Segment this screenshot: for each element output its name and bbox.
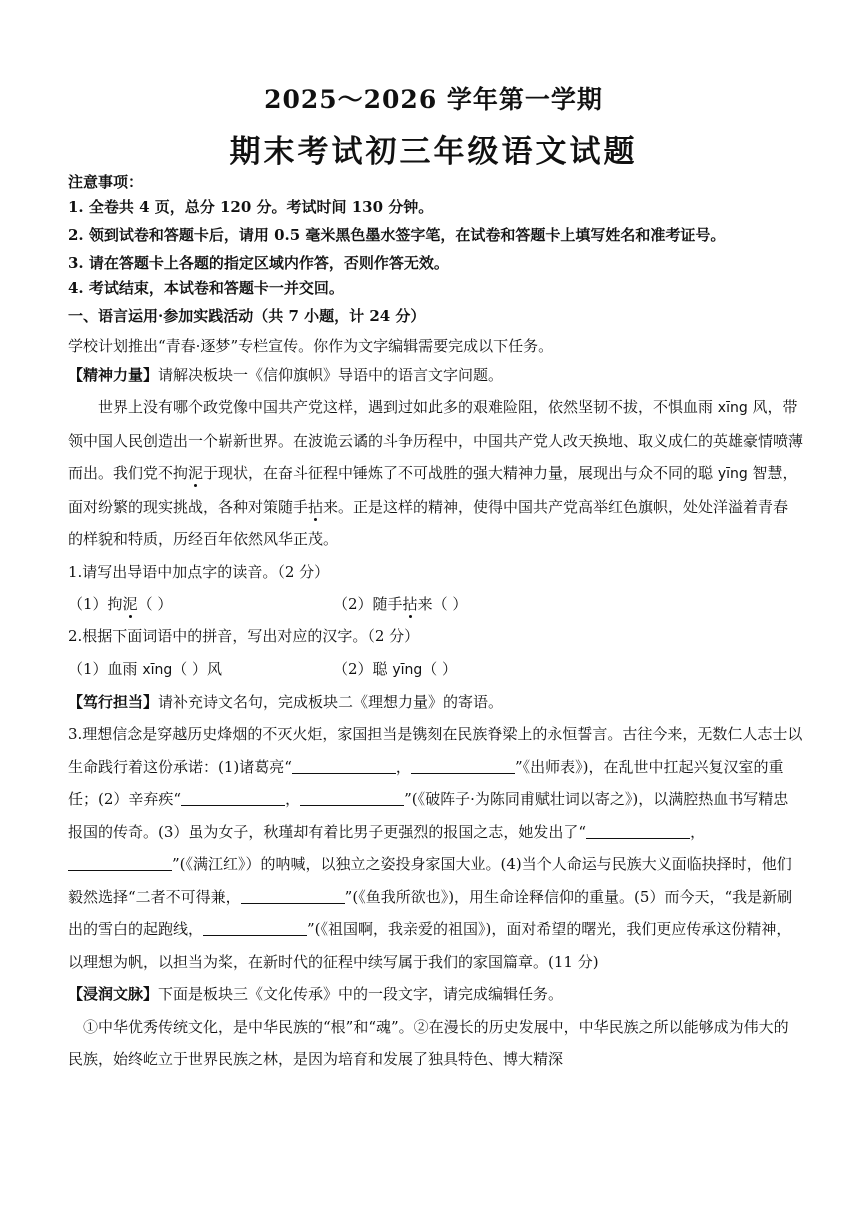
question-1-item-a bbox=[68, 588, 333, 620]
q3-blank-3b[interactable] bbox=[68, 856, 172, 871]
q1b-prefix: （2）随手 bbox=[333, 595, 403, 613]
q3-comma-3: ， bbox=[690, 822, 706, 841]
notice-item-2: 2. 领到试卷和答题卡后，请用 0.5 毫米黑色墨水签字笔，在试卷和答题卡上填写姓名和准考证号。 bbox=[68, 226, 726, 244]
block1-text: 请解决板块一《信仰旗帜》导语中的语言文字问题。 bbox=[158, 366, 504, 384]
q3-part-1: 3.理想信念是穿越历史烽烟的不灭火炬，家国担当是镌刻在民族脊梁上的永恒誓言。古往今来，无数仁人志士以生命践行着这份承诺：(1)诸葛亮“ bbox=[68, 725, 803, 776]
notice-item-4: 4. 考试结束，本试卷和答题卡一并交回。 bbox=[68, 279, 344, 297]
passage-part-2: 风，带领中国人民创造出一个崭新世界。在波诡云谲的斗争历程中，中国共产党人改天换地、取义成仁的英雄豪情喷薄而出。我们党不拘 bbox=[68, 398, 804, 482]
passage-dotted-char-1: 泥 bbox=[188, 464, 204, 482]
q3-part-5: ”(《鱼我所欲也》)，用生命诠释信仰的重量。(5）而今天，“我是新刷出的雪白的起跑线， bbox=[68, 887, 793, 938]
q2a-prefix: （1）血雨 bbox=[68, 659, 143, 678]
q3-part-6: ”(《祖国啊，我亲爱的祖国》)，面对希望的曙光，我们更应传承这份精神，以理想为帆，以担当为桨，在新时代的征程中续写属于我们的家国篇章。(11 分) bbox=[68, 920, 792, 971]
q1a-dotted-char: 泥 bbox=[122, 595, 138, 613]
q3-comma-2: ， bbox=[285, 790, 301, 808]
block2-label: 【笃行担当】 bbox=[68, 692, 159, 711]
notice-title: 注意事项： bbox=[68, 173, 144, 191]
q2b-answer-paren[interactable]: （ ） bbox=[422, 659, 458, 678]
notice-item-1: 1. 全卷共 4 页，总分 120 分。考试时间 130 分钟。 bbox=[68, 198, 434, 216]
passage-part-1: 世界上没有哪个政党像中国共产党这样，遇到过如此多的艰难险阻，依然坚韧不拔，不惧血雨 bbox=[98, 398, 718, 416]
exam-term-title: 2025～2026 学年第一学期 bbox=[264, 85, 603, 114]
block3-instruction bbox=[68, 978, 803, 1011]
question-2-stem: 2.根据下面词语中的拼音，写出对应的汉字。（2 分） bbox=[68, 627, 420, 645]
section-intro: 学校计划推出“青春·逐梦”专栏宣传。你作为文字编辑需要完成以下任务。 bbox=[68, 337, 554, 355]
block2-instruction bbox=[68, 686, 803, 719]
q1a-answer-paren[interactable]: （ ） bbox=[137, 595, 173, 613]
q1b-dotted-char: 拈 bbox=[402, 595, 418, 613]
block2-text: 请补充诗文名句，完成板块二《理想力量》的寄语。 bbox=[158, 692, 504, 711]
q3-part-3: ”(《破阵子·为陈同甫赋壮词以寄之》)，以满腔热血书写精忠报国的传奇。(3）虽为女子，秋瑾却有着比男子更强烈的报国之志，她发出了“ bbox=[68, 790, 789, 841]
q3-blank-5[interactable] bbox=[203, 921, 307, 936]
q3-blank-4[interactable] bbox=[241, 889, 345, 904]
block3-text: 下面是板块三《文化传承》中的一段文字，请完成编辑任务。 bbox=[158, 985, 564, 1003]
q3-part-2: ”《出师表》)，在乱世中扛起兴复汉室的重任；(2）辛弃疾“ bbox=[68, 757, 784, 808]
culture-passage: ①中华优秀传统文化，是中华民族的“根”和“魂”。②在漫长的历史发展中，中华民族之所以能够成为伟大的民族，始终屹立于世界民族之林，是因为培育和发展了独具特色、博大精深 bbox=[68, 1017, 789, 1068]
passage-part-5: 来。正是这样的精神，使得中国共产党高举红色旗帜，处处洋溢着青春的样貌和特质，历经百年依然风华正茂。 bbox=[68, 497, 789, 548]
question-1-stem: 1.请写出导语中加点字的读音。（2 分） bbox=[68, 562, 330, 581]
q2a-answer-paren[interactable]: （ ） bbox=[172, 659, 208, 678]
question-2-item-a bbox=[68, 653, 333, 686]
passage-pinyin-2: yīng bbox=[717, 466, 748, 482]
q2b-prefix: （2）聪 bbox=[333, 659, 393, 678]
q3-blank-3a[interactable] bbox=[586, 824, 690, 839]
question-2-answers bbox=[68, 653, 803, 686]
q3-blank-2a[interactable] bbox=[181, 791, 285, 806]
question-1-item-b bbox=[333, 588, 598, 620]
exam-body bbox=[68, 170, 803, 1076]
question-1-answers bbox=[68, 588, 803, 620]
block1-instruction bbox=[68, 363, 803, 388]
q3-blank-2b[interactable] bbox=[300, 791, 404, 806]
q2a-suffix: 风 bbox=[207, 659, 223, 678]
question-3 bbox=[68, 718, 803, 978]
q1b-suffix: 来 bbox=[417, 595, 433, 613]
passage-pinyin-1: xīng bbox=[717, 400, 748, 416]
passage-part-4: 智慧，面对纷繁的现实挑战，各种对策随手 bbox=[68, 464, 798, 516]
q3-comma-1: ， bbox=[395, 757, 411, 776]
question-2-item-b bbox=[333, 653, 598, 686]
q3-part-4: ”(《满江红》）的呐喊，以独立之姿投身家国大业。(4)当个人命运与民族大义面临抉择时，他们毅然选择“二者不可得兼， bbox=[68, 855, 792, 906]
block1-label: 【精神力量】 bbox=[68, 366, 159, 384]
intro-passage bbox=[68, 391, 803, 556]
q2b-pinyin: yīng bbox=[392, 661, 423, 678]
block3-label: 【浸润文脉】 bbox=[68, 985, 159, 1003]
passage-dotted-char-2: 拈 bbox=[308, 497, 324, 516]
q1b-answer-paren[interactable]: （ ） bbox=[432, 595, 468, 613]
notice-item-3: 3. 请在答题卡上各题的指定区域内作答，否则作答无效。 bbox=[68, 254, 449, 272]
q3-blank-1a[interactable] bbox=[292, 759, 396, 774]
q1a-prefix: （1）拘 bbox=[68, 595, 123, 613]
section-heading: 一、语言运用·参加实践活动（共 7 小题，计 24 分） bbox=[68, 307, 426, 325]
q2a-pinyin: xīng bbox=[142, 661, 173, 678]
q3-blank-1b[interactable] bbox=[411, 759, 515, 774]
exam-main-title: 期末考试初三年级语文试题 bbox=[229, 134, 638, 170]
passage-part-3: 于现状，在奋斗征程中锤炼了不可战胜的强大精神力量，展现出与众不同的聪 bbox=[203, 464, 718, 482]
